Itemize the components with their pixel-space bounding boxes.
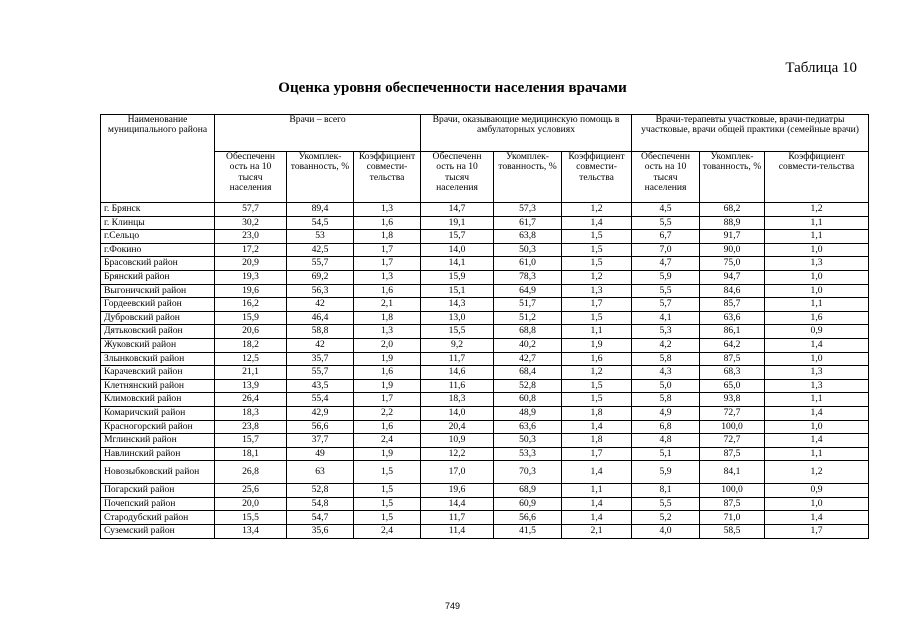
value-cell: 5,1 xyxy=(632,447,700,461)
subheader-staffing: Укомплек-тованность, % xyxy=(494,152,562,203)
district-name-cell: Карачевский район xyxy=(101,366,215,380)
value-cell: 4,9 xyxy=(632,406,700,420)
value-cell: 55,7 xyxy=(287,257,354,271)
table-row xyxy=(101,270,869,284)
value-cell: 42,5 xyxy=(287,243,354,257)
value-cell: 14,3 xyxy=(421,298,494,312)
value-cell: 1,9 xyxy=(354,352,421,366)
value-cell: 68,8 xyxy=(494,325,562,339)
value-cell: 5,8 xyxy=(632,352,700,366)
value-cell: 42,9 xyxy=(287,406,354,420)
value-cell: 1,5 xyxy=(562,230,632,244)
district-name-cell: Жуковский район xyxy=(101,338,215,352)
district-header: Наименование муниципального района xyxy=(101,115,215,203)
value-cell: 1,7 xyxy=(562,447,632,461)
value-cell: 50,3 xyxy=(494,434,562,448)
value-cell: 17,2 xyxy=(215,243,287,257)
value-cell: 1,8 xyxy=(354,311,421,325)
value-cell: 13,4 xyxy=(215,525,287,539)
value-cell: 1,4 xyxy=(765,511,869,525)
table-row xyxy=(101,484,869,498)
table-row xyxy=(101,511,869,525)
value-cell: 58,8 xyxy=(287,325,354,339)
value-cell: 75,0 xyxy=(700,257,765,271)
value-cell: 69,2 xyxy=(287,270,354,284)
district-name-cell: Дятьковский район xyxy=(101,325,215,339)
table-row xyxy=(101,420,869,434)
value-cell: 1,5 xyxy=(562,379,632,393)
value-cell: 60,9 xyxy=(494,497,562,511)
value-cell: 1,1 xyxy=(765,393,869,407)
district-name-cell: Комаричский район xyxy=(101,406,215,420)
subheader-coefficient: Коэффициент совмести-тельства xyxy=(765,152,869,203)
value-cell: 1,7 xyxy=(354,243,421,257)
value-cell: 14,6 xyxy=(421,366,494,380)
district-name-cell: г. Брянск xyxy=(101,203,215,217)
value-cell: 1,9 xyxy=(562,338,632,352)
district-name-cell: Гордеевский район xyxy=(101,298,215,312)
value-cell: 1,1 xyxy=(765,447,869,461)
value-cell: 1,3 xyxy=(354,270,421,284)
value-cell: 1,3 xyxy=(354,325,421,339)
value-cell: 8,1 xyxy=(632,484,700,498)
value-cell: 43,5 xyxy=(287,379,354,393)
value-cell: 63,8 xyxy=(494,230,562,244)
value-cell: 51,7 xyxy=(494,298,562,312)
table-row xyxy=(101,525,869,539)
value-cell: 2,4 xyxy=(354,434,421,448)
district-name-cell: Климовский район xyxy=(101,393,215,407)
value-cell: 15,1 xyxy=(421,284,494,298)
table-row xyxy=(101,284,869,298)
value-cell: 55,4 xyxy=(287,393,354,407)
value-cell: 61,0 xyxy=(494,257,562,271)
value-cell: 1,6 xyxy=(562,352,632,366)
value-cell: 68,9 xyxy=(494,484,562,498)
value-cell: 46,4 xyxy=(287,311,354,325)
district-name-cell: Брасовский район xyxy=(101,257,215,271)
value-cell: 1,6 xyxy=(354,284,421,298)
value-cell: 68,2 xyxy=(700,203,765,217)
value-cell: 1,8 xyxy=(562,434,632,448)
value-cell: 5,5 xyxy=(632,216,700,230)
value-cell: 1,4 xyxy=(765,406,869,420)
value-cell: 57,3 xyxy=(494,203,562,217)
value-cell: 1,1 xyxy=(562,484,632,498)
value-cell: 23,0 xyxy=(215,230,287,244)
value-cell: 5,8 xyxy=(632,393,700,407)
value-cell: 5,5 xyxy=(632,284,700,298)
value-cell: 1,0 xyxy=(765,243,869,257)
value-cell: 19,3 xyxy=(215,270,287,284)
value-cell: 1,5 xyxy=(354,484,421,498)
subheader-coefficient: Коэффициент совмести-тельства xyxy=(354,152,421,203)
value-cell: 18,3 xyxy=(421,393,494,407)
value-cell: 1,9 xyxy=(354,379,421,393)
value-cell: 12,2 xyxy=(421,447,494,461)
value-cell: 1,2 xyxy=(765,203,869,217)
value-cell: 4,1 xyxy=(632,311,700,325)
value-cell: 70,3 xyxy=(494,461,562,484)
value-cell: 42 xyxy=(287,298,354,312)
value-cell: 65,0 xyxy=(700,379,765,393)
value-cell: 63,6 xyxy=(700,311,765,325)
value-cell: 1,4 xyxy=(562,511,632,525)
value-cell: 23,8 xyxy=(215,420,287,434)
value-cell: 1,5 xyxy=(354,497,421,511)
value-cell: 2,2 xyxy=(354,406,421,420)
value-cell: 20,6 xyxy=(215,325,287,339)
table-row xyxy=(101,230,869,244)
value-cell: 11,4 xyxy=(421,525,494,539)
table-row xyxy=(101,461,869,484)
value-cell: 1,4 xyxy=(562,461,632,484)
value-cell: 61,7 xyxy=(494,216,562,230)
value-cell: 37,7 xyxy=(287,434,354,448)
value-cell: 1,7 xyxy=(354,393,421,407)
value-cell: 53,3 xyxy=(494,447,562,461)
value-cell: 5,7 xyxy=(632,298,700,312)
value-cell: 40,2 xyxy=(494,338,562,352)
table-row xyxy=(101,216,869,230)
value-cell: 15,9 xyxy=(215,311,287,325)
value-cell: 93,8 xyxy=(700,393,765,407)
value-cell: 1,3 xyxy=(354,203,421,217)
value-cell: 1,3 xyxy=(765,379,869,393)
value-cell: 11,6 xyxy=(421,379,494,393)
value-cell: 84,6 xyxy=(700,284,765,298)
value-cell: 64,2 xyxy=(700,338,765,352)
value-cell: 1,2 xyxy=(562,270,632,284)
value-cell: 11,7 xyxy=(421,352,494,366)
value-cell: 41,5 xyxy=(494,525,562,539)
value-cell: 50,3 xyxy=(494,243,562,257)
value-cell: 71,0 xyxy=(700,511,765,525)
value-cell: 89,4 xyxy=(287,203,354,217)
value-cell: 88,9 xyxy=(700,216,765,230)
value-cell: 72,7 xyxy=(700,434,765,448)
value-cell: 35,6 xyxy=(287,525,354,539)
value-cell: 1,5 xyxy=(354,511,421,525)
table-body xyxy=(101,203,869,539)
value-cell: 4,7 xyxy=(632,257,700,271)
value-cell: 7,0 xyxy=(632,243,700,257)
value-cell: 1,1 xyxy=(562,325,632,339)
table-row xyxy=(101,243,869,257)
value-cell: 13,9 xyxy=(215,379,287,393)
value-cell: 1,0 xyxy=(765,497,869,511)
value-cell: 14,1 xyxy=(421,257,494,271)
table-row xyxy=(101,393,869,407)
value-cell: 86,1 xyxy=(700,325,765,339)
district-name-cell: Новозыбковский район xyxy=(101,461,215,484)
value-cell: 5,9 xyxy=(632,270,700,284)
table-row xyxy=(101,434,869,448)
value-cell: 1,2 xyxy=(562,203,632,217)
district-name-cell: Выгоничский район xyxy=(101,284,215,298)
value-cell: 1,3 xyxy=(765,366,869,380)
value-cell: 14,4 xyxy=(421,497,494,511)
table-row xyxy=(101,379,869,393)
value-cell: 57,7 xyxy=(215,203,287,217)
table-row xyxy=(101,352,869,366)
value-cell: 87,5 xyxy=(700,352,765,366)
value-cell: 0,9 xyxy=(765,325,869,339)
value-cell: 63 xyxy=(287,461,354,484)
value-cell: 58,5 xyxy=(700,525,765,539)
value-cell: 1,6 xyxy=(354,366,421,380)
page-title: Оценка уровня обеспеченности населения врачами xyxy=(278,80,627,96)
value-cell: 20,9 xyxy=(215,257,287,271)
value-cell: 5,9 xyxy=(632,461,700,484)
value-cell: 91,7 xyxy=(700,230,765,244)
value-cell: 72,7 xyxy=(700,406,765,420)
value-cell: 2,0 xyxy=(354,338,421,352)
subheader-staffing: Укомплек-тованность, % xyxy=(287,152,354,203)
table-row xyxy=(101,311,869,325)
value-cell: 1,3 xyxy=(562,284,632,298)
district-name-cell: Суземский район xyxy=(101,525,215,539)
value-cell: 100,0 xyxy=(700,484,765,498)
district-name-cell: Клетнянский район xyxy=(101,379,215,393)
value-cell: 18,1 xyxy=(215,447,287,461)
subheader-supply: Обеспеченн ость на 10 тысяч населения xyxy=(632,152,700,203)
value-cell: 51,2 xyxy=(494,311,562,325)
value-cell: 84,1 xyxy=(700,461,765,484)
value-cell: 6,7 xyxy=(632,230,700,244)
value-cell: 2,4 xyxy=(354,525,421,539)
group-header-district-therapists: Врачи-терапевты участковые, врачи-педиатры участковые, врачи общей практики (семейные врачи) xyxy=(632,115,869,152)
value-cell: 30,2 xyxy=(215,216,287,230)
table-row xyxy=(101,257,869,271)
district-name-cell: Злынковский район xyxy=(101,352,215,366)
value-cell: 2,1 xyxy=(354,298,421,312)
value-cell: 15,5 xyxy=(215,511,287,525)
value-cell: 19,1 xyxy=(421,216,494,230)
value-cell: 1,5 xyxy=(354,461,421,484)
value-cell: 42,7 xyxy=(494,352,562,366)
value-cell: 4,2 xyxy=(632,338,700,352)
subheader-supply: Обеспеченн ость на 10 тысяч населения xyxy=(421,152,494,203)
subheader-coefficient: Коэффициент совмести-тельства xyxy=(562,152,632,203)
table-row xyxy=(101,203,869,217)
value-cell: 1,5 xyxy=(562,393,632,407)
value-cell: 1,6 xyxy=(354,420,421,434)
value-cell: 1,4 xyxy=(562,420,632,434)
value-cell: 1,7 xyxy=(765,525,869,539)
value-cell: 1,6 xyxy=(354,216,421,230)
value-cell: 56,3 xyxy=(287,284,354,298)
value-cell: 63,6 xyxy=(494,420,562,434)
value-cell: 1,4 xyxy=(562,497,632,511)
district-name-cell: г. Клинцы xyxy=(101,216,215,230)
subheader-staffing: Укомплек-тованность, % xyxy=(700,152,765,203)
value-cell: 1,0 xyxy=(765,352,869,366)
value-cell: 20,4 xyxy=(421,420,494,434)
value-cell: 12,5 xyxy=(215,352,287,366)
value-cell: 4,0 xyxy=(632,525,700,539)
value-cell: 14,0 xyxy=(421,243,494,257)
district-name-cell: Брянский район xyxy=(101,270,215,284)
district-name-cell: г.Фокино xyxy=(101,243,215,257)
value-cell: 1,7 xyxy=(562,298,632,312)
value-cell: 64,9 xyxy=(494,284,562,298)
value-cell: 15,7 xyxy=(215,434,287,448)
value-cell: 49 xyxy=(287,447,354,461)
value-cell: 5,2 xyxy=(632,511,700,525)
value-cell: 4,5 xyxy=(632,203,700,217)
value-cell: 1,8 xyxy=(562,406,632,420)
value-cell: 26,8 xyxy=(215,461,287,484)
district-name-cell: г.Сельцо xyxy=(101,230,215,244)
value-cell: 19,6 xyxy=(421,484,494,498)
value-cell: 68,4 xyxy=(494,366,562,380)
table-row xyxy=(101,497,869,511)
value-cell: 15,5 xyxy=(421,325,494,339)
value-cell: 20,0 xyxy=(215,497,287,511)
value-cell: 42 xyxy=(287,338,354,352)
table-row xyxy=(101,366,869,380)
value-cell: 11,7 xyxy=(421,511,494,525)
table-row xyxy=(101,338,869,352)
value-cell: 10,9 xyxy=(421,434,494,448)
value-cell: 1,1 xyxy=(765,216,869,230)
value-cell: 0,9 xyxy=(765,484,869,498)
value-cell: 1,8 xyxy=(354,230,421,244)
value-cell: 16,2 xyxy=(215,298,287,312)
value-cell: 54,7 xyxy=(287,511,354,525)
district-name-cell: Погарский район xyxy=(101,484,215,498)
district-name-cell: Красногорский район xyxy=(101,420,215,434)
table-row xyxy=(101,298,869,312)
value-cell: 14,7 xyxy=(421,203,494,217)
value-cell: 21,1 xyxy=(215,366,287,380)
value-cell: 13,0 xyxy=(421,311,494,325)
value-cell: 54,8 xyxy=(287,497,354,511)
table-number: Таблица 10 xyxy=(785,60,857,76)
value-cell: 1,0 xyxy=(765,284,869,298)
value-cell: 1,6 xyxy=(765,311,869,325)
group-header-all-doctors: Врачи – всего xyxy=(215,115,421,152)
table-row xyxy=(101,325,869,339)
value-cell: 1,4 xyxy=(765,338,869,352)
value-cell: 52,8 xyxy=(494,379,562,393)
value-cell: 52,8 xyxy=(287,484,354,498)
value-cell: 100,0 xyxy=(700,420,765,434)
value-cell: 87,5 xyxy=(700,497,765,511)
value-cell: 85,7 xyxy=(700,298,765,312)
value-cell: 1,3 xyxy=(765,257,869,271)
value-cell: 78,3 xyxy=(494,270,562,284)
subheader-supply: Обеспеченн ость на 10 тысяч населения xyxy=(215,152,287,203)
value-cell: 5,5 xyxy=(632,497,700,511)
district-name-cell: Мглинский район xyxy=(101,434,215,448)
page-number: 749 xyxy=(444,601,461,611)
value-cell: 18,3 xyxy=(215,406,287,420)
value-cell: 25,6 xyxy=(215,484,287,498)
value-cell: 4,3 xyxy=(632,366,700,380)
value-cell: 1,1 xyxy=(765,230,869,244)
value-cell: 1,0 xyxy=(765,420,869,434)
district-name-cell: Дубровский район xyxy=(101,311,215,325)
value-cell: 1,5 xyxy=(562,311,632,325)
value-cell: 14,0 xyxy=(421,406,494,420)
value-cell: 15,9 xyxy=(421,270,494,284)
value-cell: 19,6 xyxy=(215,284,287,298)
value-cell: 54,5 xyxy=(287,216,354,230)
value-cell: 17,0 xyxy=(421,461,494,484)
value-cell: 5,0 xyxy=(632,379,700,393)
value-cell: 48,9 xyxy=(494,406,562,420)
table-row xyxy=(101,447,869,461)
value-cell: 1,9 xyxy=(354,447,421,461)
value-cell: 94,7 xyxy=(700,270,765,284)
district-name-cell: Стародубский район xyxy=(101,511,215,525)
value-cell: 35,7 xyxy=(287,352,354,366)
value-cell: 1,5 xyxy=(562,257,632,271)
value-cell: 6,8 xyxy=(632,420,700,434)
value-cell: 2,1 xyxy=(562,525,632,539)
value-cell: 90,0 xyxy=(700,243,765,257)
district-name-cell: Навлинский район xyxy=(101,447,215,461)
value-cell: 68,3 xyxy=(700,366,765,380)
value-cell: 1,1 xyxy=(765,298,869,312)
value-cell: 4,8 xyxy=(632,434,700,448)
value-cell: 5,3 xyxy=(632,325,700,339)
value-cell: 1,4 xyxy=(765,434,869,448)
table-row xyxy=(101,406,869,420)
value-cell: 9,2 xyxy=(421,338,494,352)
value-cell: 87,5 xyxy=(700,447,765,461)
value-cell: 56,6 xyxy=(287,420,354,434)
district-name-cell: Почепский район xyxy=(101,497,215,511)
value-cell: 1,0 xyxy=(765,270,869,284)
value-cell: 18,2 xyxy=(215,338,287,352)
value-cell: 1,2 xyxy=(562,366,632,380)
value-cell: 15,7 xyxy=(421,230,494,244)
group-header-outpatient: Врачи, оказывающие медицинскую помощь в амбулаторных условиях xyxy=(421,115,632,152)
value-cell: 1,2 xyxy=(765,461,869,484)
value-cell: 1,4 xyxy=(562,216,632,230)
value-cell: 56,6 xyxy=(494,511,562,525)
value-cell: 1,7 xyxy=(354,257,421,271)
value-cell: 55,7 xyxy=(287,366,354,380)
value-cell: 60,8 xyxy=(494,393,562,407)
value-cell: 53 xyxy=(287,230,354,244)
physician-supply-table xyxy=(100,114,869,539)
value-cell: 26,4 xyxy=(215,393,287,407)
value-cell: 1,5 xyxy=(562,243,632,257)
